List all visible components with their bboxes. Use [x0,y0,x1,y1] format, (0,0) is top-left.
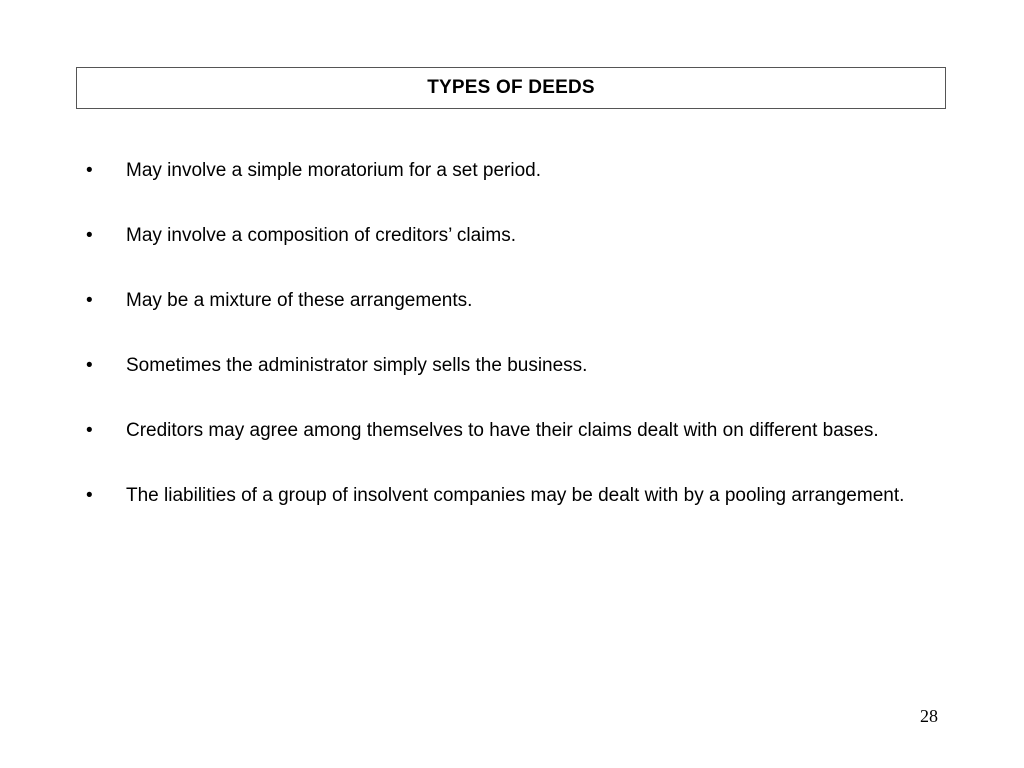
bullet-marker: • [86,420,93,441]
list-item [86,417,938,445]
bullet-text: Creditors may agree among themselves to have their claims dealt with on different bases. [126,420,879,441]
bullet-marker: • [86,485,93,506]
list-item [86,352,938,380]
page-number: 28 [920,706,938,726]
bullet-marker: • [86,290,93,311]
bullet-text: Sometimes the administrator simply sells the business. [126,355,588,376]
title-box [76,67,946,109]
bullet-list [86,157,938,547]
bullet-text: May involve a simple moratorium for a set period. [126,160,541,181]
list-item [86,157,938,185]
bullet-marker: • [86,225,93,246]
bullet-text: The liabilities of a group of insolvent companies may be dealt with by a pooling arrangement. [126,485,905,506]
list-item [86,287,938,315]
slide-title: TYPES OF DEEDS [427,77,595,98]
bullet-text: May be a mixture of these arrangements. [126,290,473,311]
bullet-text: May involve a composition of creditors’ claims. [126,225,516,246]
bullet-marker: • [86,355,93,376]
list-item [86,222,938,250]
list-item [86,482,938,510]
bullet-marker: • [86,160,93,181]
